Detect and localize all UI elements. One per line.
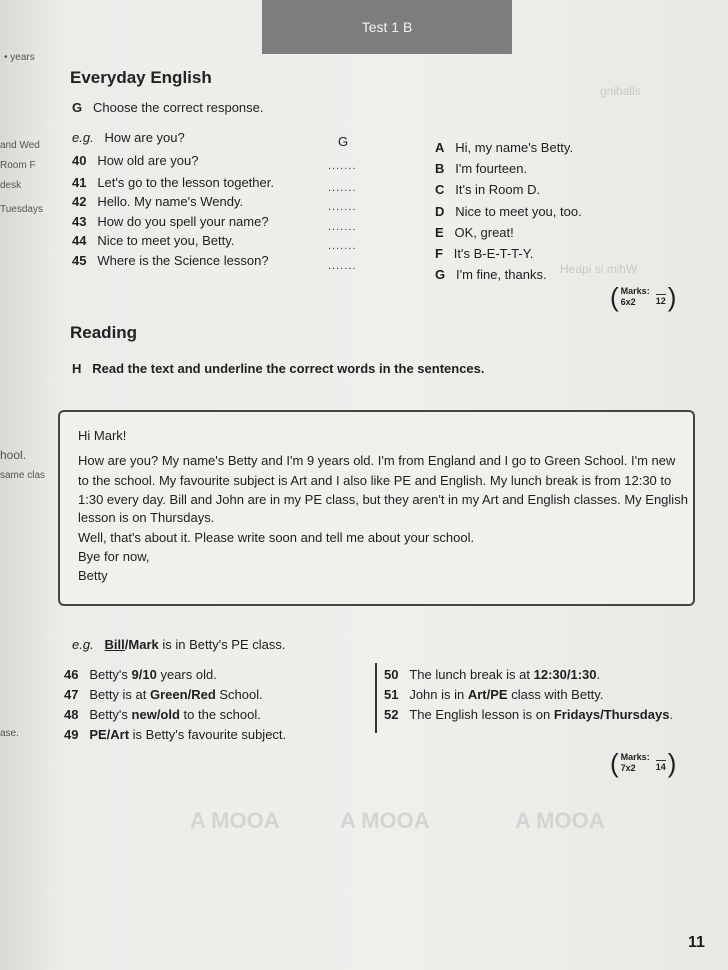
section-title-everyday-english: Everyday English (70, 68, 212, 87)
bleed-through: A MOOA (340, 808, 430, 833)
question-number: 44 (72, 233, 87, 248)
marks-calc: 7x2 (620, 763, 636, 773)
answer-blank[interactable]: ....... (328, 221, 357, 233)
question-45 (72, 253, 269, 268)
question-40 (72, 153, 198, 168)
example-label: e.g. (72, 130, 94, 145)
paren-close: ) (667, 282, 677, 312)
marks-total: 12 (655, 296, 666, 306)
question-number: 43 (72, 214, 87, 229)
sentence-options[interactable]: Green/Red (150, 687, 216, 702)
marks-box-reading (610, 750, 676, 776)
sentence-pre: John is in (409, 687, 468, 702)
sentence-number: 49 (64, 727, 79, 742)
sentence-number: 51 (384, 687, 399, 702)
margin-fragment: hool. (0, 448, 27, 462)
sentence-post: School. (215, 687, 263, 702)
marks-calc: 6x2 (620, 297, 636, 307)
example-sep: / (124, 637, 129, 652)
response-letter: A (435, 140, 445, 155)
sentence-number: 52 (384, 707, 399, 722)
sentence-number: 48 (64, 707, 79, 722)
sentence-pre: Betty is at (89, 687, 151, 702)
margin-fragment: Tuesdays (0, 204, 43, 215)
response-f (435, 246, 533, 261)
letter-line: Well, that's about it. Please write soon and tell me about your school. (78, 530, 475, 545)
sentence-number: 47 (64, 687, 79, 702)
example-choice-b: Mark (128, 637, 159, 652)
answer-blank[interactable]: ....... (328, 240, 357, 252)
question-42 (72, 194, 243, 209)
response-g (435, 267, 547, 282)
sentence-post: . (669, 707, 674, 722)
sentence-post: is Betty's favourite subject. (129, 727, 287, 742)
letter-greeting: Hi Mark! (78, 428, 127, 443)
instruction-text: Read the text and underline the correct words in the sentences. (92, 361, 485, 376)
paren-close: ) (667, 748, 677, 778)
column-divider (375, 663, 377, 733)
sentence-pre: Betty's (89, 707, 132, 722)
response-text: I'm fourteen. (455, 161, 528, 176)
margin-fragment: Room F (0, 160, 36, 171)
question-text: Nice to meet you, Betty. (97, 233, 235, 248)
bleed-through: A MOOA (515, 808, 605, 833)
section-title-reading: Reading (70, 323, 138, 342)
letter-line: How are you? My name's Betty and I'm 9 years old. I'm from England and I go to Green School. I'm new (78, 453, 676, 468)
response-text: Hi, my name's Betty. (455, 140, 574, 155)
instruction-text: Choose the correct response. (92, 100, 264, 115)
example-choice-a: Bill (104, 637, 125, 652)
question-number: 45 (72, 253, 87, 268)
marks-box-everyday (610, 284, 676, 310)
marks-fraction (621, 752, 650, 774)
margin-fragment: • years (4, 52, 35, 63)
instruction-letter: H (72, 361, 82, 376)
sentence-number: 46 (64, 667, 79, 682)
response-text: Nice to meet you, too. (455, 204, 582, 219)
question-number: 41 (72, 175, 87, 190)
test-title: Test 1 B (262, 0, 512, 54)
question-text: How old are you? (97, 153, 199, 168)
sentence-48 (64, 707, 261, 722)
response-text: OK, great! (454, 225, 514, 240)
answer-blank[interactable]: ....... (328, 201, 357, 213)
response-letter: G (435, 267, 446, 282)
question-44 (72, 233, 234, 248)
response-c (435, 182, 540, 197)
margin-fragment: ase. (0, 728, 19, 739)
instruction-letter: G (72, 100, 83, 115)
letter-line: lesson is on Thursdays. (78, 510, 215, 525)
response-b (435, 161, 527, 176)
example-text: How are you? (104, 130, 185, 145)
question-number: 40 (72, 153, 87, 168)
question-text: How do you spell your name? (97, 214, 269, 229)
paren-open: ( (610, 748, 619, 778)
answer-blank[interactable]: ....... (328, 182, 357, 194)
bleed-through: A MOOA (190, 808, 280, 833)
marks-total: 14 (655, 762, 666, 772)
sentence-options[interactable]: 12:30/1:30 (533, 667, 597, 682)
response-letter: F (435, 246, 443, 261)
reading-text-box (58, 410, 695, 606)
reading-example (72, 637, 286, 652)
example-rest: is in Betty's PE class. (158, 637, 286, 652)
marks-label: Marks: (620, 752, 650, 763)
response-text: It's in Room D. (455, 182, 541, 197)
sentence-options[interactable]: Art/PE (467, 687, 508, 702)
letter-line: 1:30 every day. Bill and John are in my PE class, but they aren't in my Art and English classes. My English (78, 492, 688, 507)
sentence-number: 50 (384, 667, 399, 682)
sentence-options[interactable]: 9/10 (131, 667, 157, 682)
sentence-47 (64, 687, 263, 702)
instruction-h (72, 361, 485, 376)
example-label: e.g. (72, 637, 94, 652)
marks-label: Marks: (620, 286, 650, 297)
response-letter: B (435, 161, 445, 176)
sentence-46 (64, 667, 217, 682)
sentence-post: . (596, 667, 601, 682)
sentence-51 (384, 687, 603, 702)
response-letter: D (435, 204, 445, 219)
sentence-pre: The lunch break is at (409, 667, 534, 682)
question-text: Hello. My name's Wendy. (97, 194, 244, 209)
sentence-post: years old. (156, 667, 217, 682)
bleed-through: Heapi si mihW (560, 262, 638, 276)
sentence-options[interactable]: Fridays/Thursdays (553, 707, 670, 722)
response-letter: C (435, 182, 445, 197)
response-e (435, 225, 514, 240)
response-text: It's B-E-T-T-Y. (453, 246, 534, 261)
bleed-through: gniballs (600, 84, 641, 98)
question-text: Let's go to the lesson together. (97, 175, 274, 190)
margin-fragment: same clas (0, 470, 46, 481)
page-number: 11 (688, 934, 705, 951)
margin-fragment: and Wed (0, 140, 40, 151)
question-43 (72, 214, 269, 229)
example-question (72, 130, 185, 145)
margin-fragment: desk (0, 180, 22, 191)
response-letter: E (435, 225, 444, 240)
sentence-post: to the school. (179, 707, 261, 722)
sentence-pre: Betty's (89, 667, 132, 682)
question-number: 42 (72, 194, 87, 209)
instruction-g (72, 100, 264, 115)
sentence-52 (384, 707, 673, 722)
question-41 (72, 175, 274, 190)
sentence-49 (64, 727, 286, 742)
sentence-post: class with Betty. (507, 687, 604, 702)
letter-line: to the school. My favourite subject is Art and I also like PE and English. My lunch break is from 12:30 to (78, 473, 672, 488)
sentence-options[interactable]: new/old (131, 707, 180, 722)
answer-blank[interactable]: ....... (328, 260, 357, 272)
sentence-pre: The English lesson is on (409, 707, 554, 722)
response-text: I'm fine, thanks. (455, 267, 547, 282)
sentence-options[interactable]: PE/Art (89, 727, 130, 742)
letter-line: Bye for now, (78, 549, 150, 564)
example-answer: G (338, 134, 349, 149)
response-d (435, 204, 582, 219)
question-text: Where is the Science lesson? (97, 253, 269, 268)
letter-signature: Betty (78, 568, 108, 583)
paren-open: ( (610, 282, 619, 312)
answer-blank[interactable]: ....... (328, 160, 357, 172)
marks-fraction (621, 286, 650, 308)
response-a (435, 140, 573, 155)
sentence-50 (384, 667, 600, 682)
